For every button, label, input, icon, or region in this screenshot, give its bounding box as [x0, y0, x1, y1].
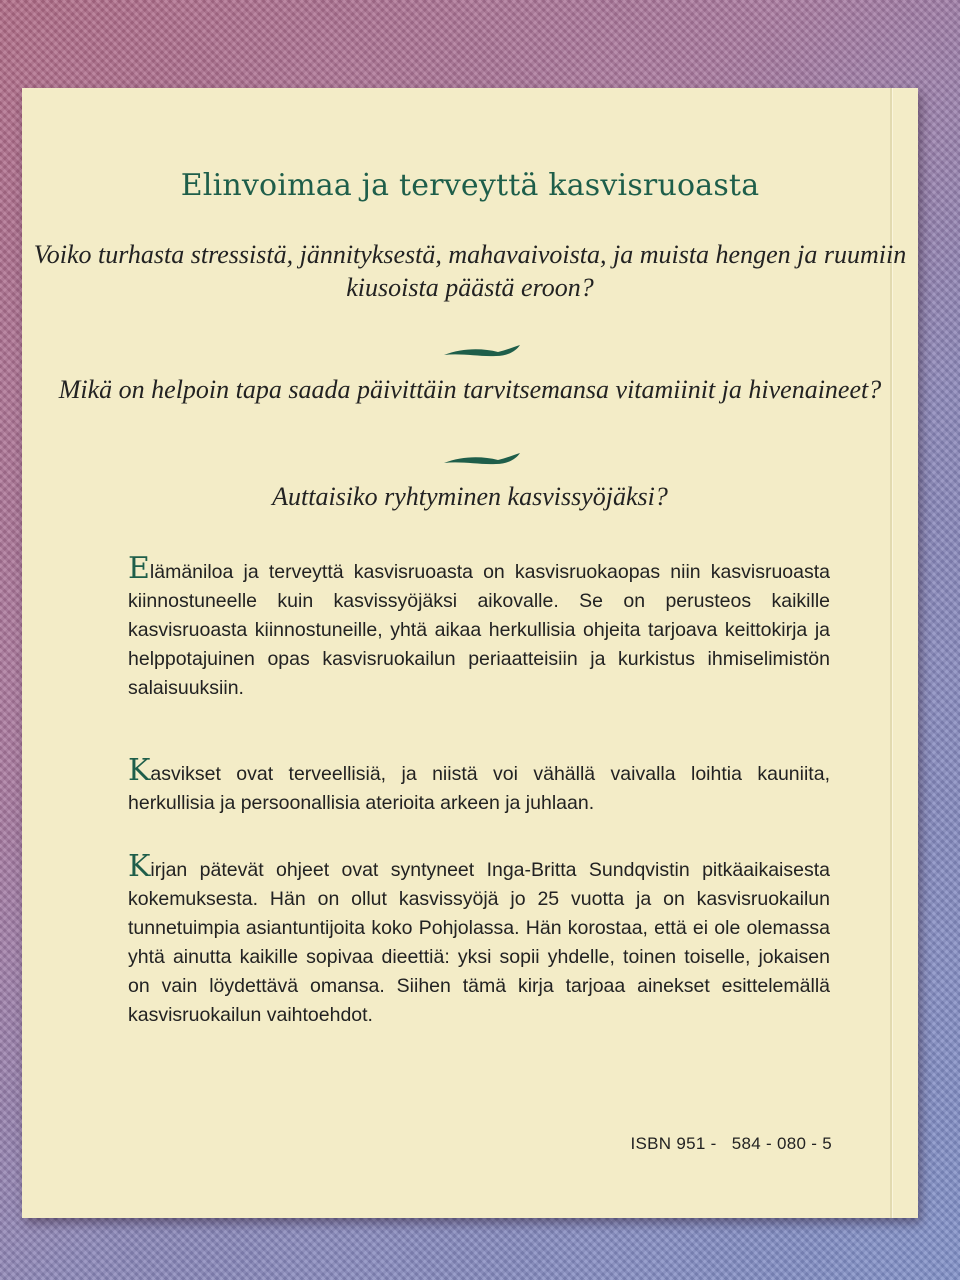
paragraph-text: irjan pätevät ohjeet ovat syntyneet Inga-Britta Sundqvistin pitkäaikaisesta kokemuksesta. Hän on ollut kasvissyöjä jo 25 vuotta ja on kasvisruokailun tunnetuimpia asiantuntijoita koko Pohjolassa. Hän korostaa, että ei ole olemassa yhtä ainutta kaikille sopivaa dieettiä: yksi sopii yhdelle, toinen toiselle, jokaisen on vain löydettävä omansa. Siihen tämä kirja tarjoaa ainekset esittelemällä kasvisruokailun vaihtoehdot.	[128, 859, 830, 1026]
isbn-number: ISBN 951 - 584 - 080 - 5	[630, 1134, 832, 1153]
leaf-ornament-divider	[442, 344, 522, 360]
book-back-cover	[22, 88, 918, 1218]
paragraph-vegetables	[128, 753, 830, 818]
question-vitamins: Mikä on helpoin tapa saada päivittäin tarvitsemansa vitamiinit ja hivenaineet?	[58, 375, 882, 404]
question-stress: Voiko turhasta stressistä, jännityksestä, mahavaivoista, ja muista hengen ja ruumiin kiusoista päästä eroon?	[33, 240, 907, 302]
paragraph-text: lämäniloa ja terveyttä kasvisruoasta on kasvisruokaopas niin kasvisruoasta kiinnostuneelle kuin kasvissyöjäksi aikovalle. Se on perusteos kaikille kasvisruoasta kiinnostuneille, yhtä aikaa herkullisia ohjeita tarjoava keittokirja ja helppotajuinen opas kasvisruokailun periaatteisiin ja kurkistus ihmiselimistön salaisuuksiin.	[128, 561, 830, 699]
paragraph-text: asvikset ovat terveellisiä, ja niistä voi vähällä vaivalla loihtia kauniita, herkullisia ja persoonallisia aterioita arkeen ja juhlaan.	[128, 763, 830, 814]
drop-cap: E	[128, 551, 150, 586]
paragraph-intro	[128, 551, 830, 703]
question-vegetarian: Auttaisiko ryhtyminen kasvissyöjäksi?	[272, 482, 668, 511]
paragraph-author	[128, 849, 830, 1030]
drop-cap: K	[128, 849, 151, 884]
leaf-ornament-divider	[442, 452, 522, 468]
cover-title: Elinvoimaa ja terveyttä kasvisruoasta	[180, 168, 760, 203]
drop-cap: K	[128, 753, 151, 788]
